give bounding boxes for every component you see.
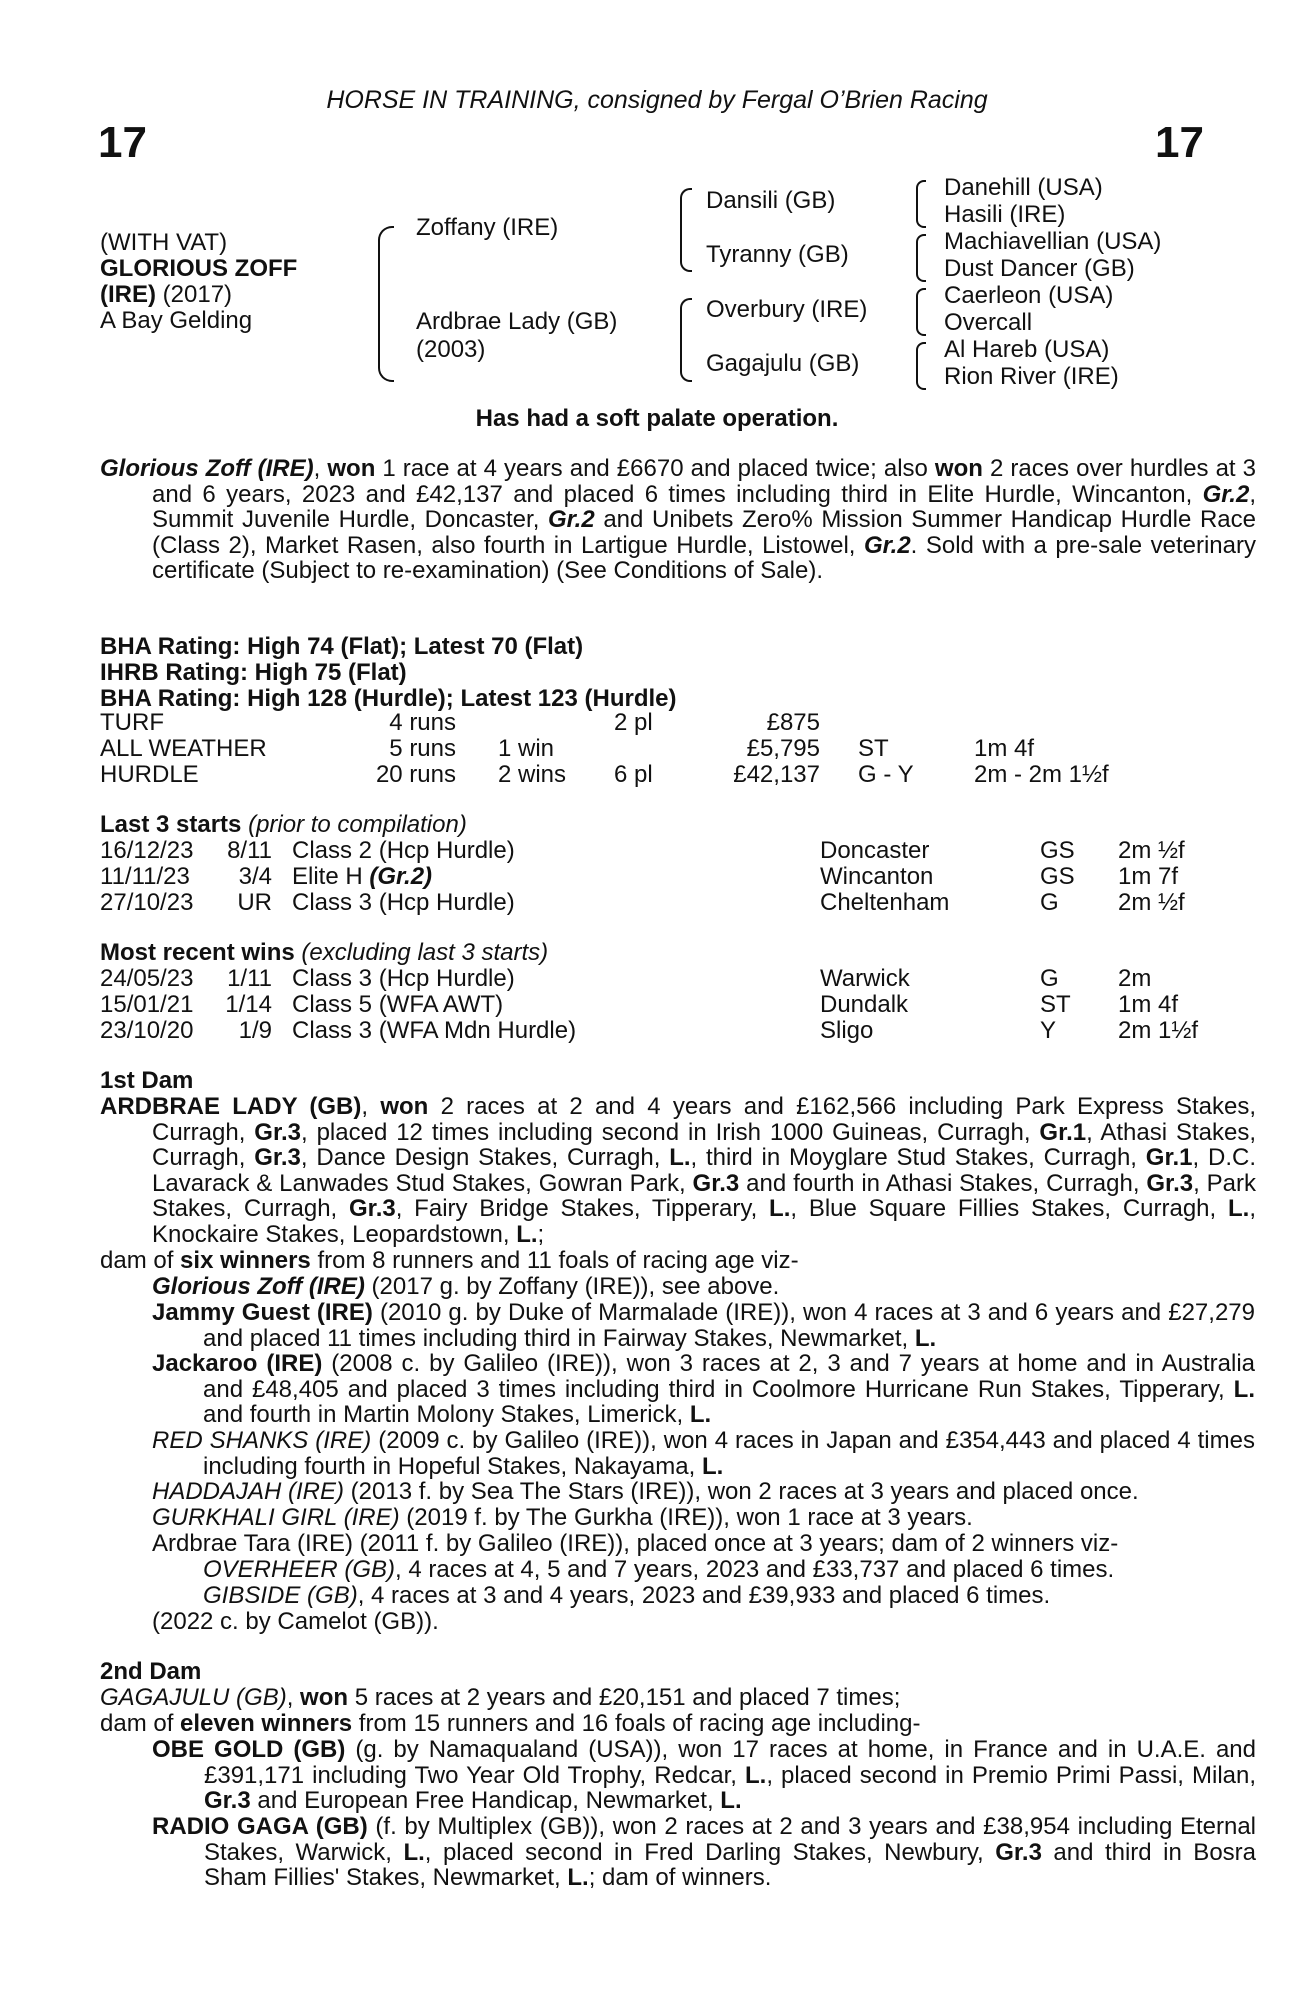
recent-race: Class 3 (Hcp Hurdle) [292, 965, 515, 992]
progeny-text: , placed second in Premio Primi Passi, Milan, [766, 1761, 1257, 1789]
record-distance: 1m 4f [974, 735, 1035, 762]
progeny-name: OBE GOLD (GB) [152, 1736, 346, 1763]
last3-race-grade: (Gr.2) [369, 863, 433, 890]
horse-suffix-year [100, 282, 232, 308]
progeny-text: (2009 c. by Galileo (IRE)), won 4 races in Japan and £354,443 and placed 4 times including fourth in Hopeful Stakes, Nakayama, [203, 1427, 1255, 1480]
dam1-grade: Gr.3 [692, 1169, 740, 1197]
progeny-2 [152, 1300, 1255, 1351]
summary-grade: Gr.2 [863, 531, 911, 559]
record-going: G - Y [858, 761, 914, 788]
progeny-text: and fourth in Martin Molony Stakes, Limerick, [203, 1401, 690, 1429]
summary-won: won [934, 455, 983, 482]
pedigree-brace-3c [916, 288, 926, 336]
record-prize: £42,137 [733, 761, 820, 788]
progeny-text: (g. by Namaqualand (USA)), won 17 races at home, in France and in U.A.E. and £391,171 including Two Year Old Trophy, Redcar, [204, 1736, 1256, 1789]
dam1-text: ; [537, 1220, 545, 1248]
pedigree-gen2-4: Gagajulu (GB) [706, 350, 860, 377]
progeny-grade: L. [1233, 1375, 1255, 1403]
record-wins: 1 win [498, 735, 555, 762]
recent-date: 24/05/23 [100, 965, 194, 992]
recent-position: 1/14 [225, 991, 272, 1018]
last3-course: Cheltenham [820, 889, 950, 916]
record-runs: 4 runs [389, 709, 456, 736]
dam1-grade: Gr.1 [1039, 1118, 1087, 1146]
pedigree-gen2-3: Overbury (IRE) [706, 296, 868, 323]
dam2-heading: 2nd Dam [100, 1658, 202, 1685]
summary-text: . Sold with a pre-sale veterinary certificate (Subject to re-examination) (See Conditions of Sale). [152, 531, 1256, 585]
record-prize: £875 [766, 709, 820, 736]
record-surface: HURDLE [100, 761, 199, 788]
progeny-grade: L. [914, 1324, 937, 1352]
dam2-progeny-1 [152, 1737, 1256, 1814]
pedigree-brace-2b [680, 298, 692, 382]
dam2-progeny-2 [152, 1814, 1256, 1891]
progeny-grade: L. [567, 1864, 589, 1892]
progeny-text: and European Free Handicap, Newmarket, [250, 1787, 721, 1815]
dam2-dam-of [100, 1711, 920, 1737]
dam1-heading: 1st Dam [100, 1067, 194, 1094]
progeny-text: , 4 races at 4, 5 and 7 years, 2023 and £33,737 and placed 6 times. [395, 1556, 1115, 1583]
dam1-text: , [361, 1093, 381, 1120]
last3-subtitle: (prior to compilation) [241, 811, 467, 838]
last3-going: GS [1040, 837, 1075, 864]
dam1-dam-of-text: dam of [100, 1247, 181, 1274]
lot-number-right: 17 [1155, 118, 1204, 167]
progeny-grade: Gr.3 [995, 1838, 1042, 1866]
progeny-grade: L. [744, 1761, 767, 1789]
summary-text: , Summit Juvenile Hurdle, Doncaster, [152, 480, 1256, 534]
dam1-text: , Dance Design Stakes, Curragh, [300, 1144, 670, 1172]
page-header: HORSE IN TRAINING, consigned by Fergal O’Brien Racing [326, 86, 988, 114]
progeny-7a [203, 1557, 1204, 1583]
pedigree-dam-year: (2003) [416, 336, 486, 363]
record-wins: 2 wins [498, 761, 567, 788]
pedigree-brace-3d [916, 342, 926, 390]
last3-race: Class 2 (Hcp Hurdle) [292, 837, 515, 864]
dam2-name: GAGAJULU (GB) [100, 1684, 287, 1711]
last3-position: 3/4 [238, 863, 272, 890]
progeny-text: (2017 g. by Zoffany (IRE)), see above. [364, 1273, 780, 1300]
recent-course: Dundalk [820, 991, 909, 1018]
record-prize: £5,795 [746, 735, 820, 762]
rating-line-2: IHRB Rating: High 75 (Flat) [100, 659, 407, 686]
dam2-won: won [300, 1684, 349, 1711]
last3-distance: 2m ½f [1118, 837, 1185, 864]
pedigree-gen3-4: Dust Dancer (GB) [944, 255, 1135, 282]
progeny-text: (2019 f. by The Gurkha (IRE)), won 1 race at 3 years. [399, 1504, 973, 1531]
dam1-text: 2 races at 2 and 4 years and £162,566 including Park Express Stakes, Curragh, [152, 1093, 1256, 1146]
pedigree-gen3-3: Machiavellian (USA) [944, 228, 1162, 255]
recent-position: 1/9 [238, 1017, 272, 1044]
pedigree-gen3-1: Danehill (USA) [944, 174, 1103, 201]
pedigree-gen3-6: Overcall [944, 309, 1033, 336]
rating-line-3: BHA Rating: High 128 (Hurdle); Latest 123 (Hurdle) [100, 685, 677, 712]
last3-date: 16/12/23 [100, 837, 194, 864]
progeny-grade: L. [701, 1452, 724, 1480]
pedigree-brace-1 [378, 226, 394, 382]
progeny-1 [152, 1274, 1204, 1300]
progeny-name: RADIO GAGA (GB) [152, 1813, 368, 1840]
summary-horse-name: Glorious Zoff (IRE) [100, 455, 314, 482]
progeny-5 [152, 1479, 1204, 1505]
last3-distance: 2m ½f [1118, 889, 1185, 916]
last3-position: 8/11 [227, 837, 272, 864]
progeny-grade: L. [689, 1401, 712, 1429]
recent-going: G [1040, 965, 1059, 992]
recent-race: Class 3 (WFA Mdn Hurdle) [292, 1017, 577, 1044]
recent-date: 23/10/20 [100, 1017, 194, 1044]
dam1-text: , third in Moyglare Stud Stakes, Curragh, [690, 1144, 1146, 1172]
summary-won: won [327, 455, 376, 482]
dam1-grade: L. [769, 1195, 791, 1223]
pedigree-gen3-7: Al Hareb (USA) [944, 336, 1110, 363]
progeny-8: (2022 c. by Camelot (GB)). [152, 1608, 439, 1635]
dam1-text: , Athasi Stakes, Curragh, [152, 1118, 1257, 1172]
pedigree-brace-3b [916, 234, 926, 282]
dam2-dam-of-text: from 15 runners and 16 foals of racing age including- [352, 1710, 921, 1737]
dam1-text: , placed 12 times including second in Irish 1000 Guineas, Curragh, [301, 1118, 1040, 1146]
recent-title: Most recent wins [100, 939, 295, 966]
progeny-7b [203, 1583, 1204, 1609]
rating-line-1: BHA Rating: High 74 (Flat); Latest 70 (Flat) [100, 633, 584, 660]
dam1-text: , Blue Square Fillies Stakes, Curragh, [790, 1195, 1228, 1223]
dam1-grade: Gr.3 [254, 1118, 301, 1146]
last3-race-name: Elite H [292, 863, 370, 890]
progeny-text: (2013 f. by Sea The Stars (IRE)), won 2 races at 3 years and placed once. [344, 1478, 1139, 1505]
last3-course: Wincanton [820, 863, 934, 890]
pedigree-gen3-2: Hasili (IRE) [944, 201, 1066, 228]
recent-going: Y [1040, 1017, 1057, 1044]
soft-palate-note: Has had a soft palate operation. [475, 405, 839, 432]
progeny-grade: L. [720, 1787, 742, 1815]
progeny-name: GIBSIDE (GB) [203, 1582, 358, 1609]
progeny-name: Jammy Guest (IRE) [152, 1299, 373, 1326]
recent-distance: 2m [1118, 965, 1152, 992]
progeny-grade: Gr.3 [204, 1787, 251, 1815]
dam2-text: , [286, 1684, 301, 1711]
progeny-text: (2010 g. by Duke of Marmalade (IRE)), won 4 races at 3 and 6 years and £27,279 and placed 11 times including third in Fairway Stakes, Newmarket, [203, 1299, 1255, 1352]
progeny-text: , placed second in Fred Darling Stakes, Newbury, [424, 1838, 996, 1866]
horse-summary [100, 456, 1256, 584]
record-runs: 5 runs [389, 735, 456, 762]
recent-date: 15/01/21 [100, 991, 194, 1018]
last3-race [292, 864, 432, 890]
pedigree-gen3-5: Caerleon (USA) [944, 282, 1114, 309]
progeny-7: Ardbrae Tara (IRE) (2011 f. by Galileo (IRE)), placed once at 3 years; dam of 2 winners viz- [152, 1530, 1119, 1557]
progeny-name: Glorious Zoff (IRE) [152, 1273, 365, 1300]
dam2-line [100, 1685, 900, 1711]
last3-race: Class 3 (Hcp Hurdle) [292, 889, 515, 916]
recent-course: Warwick [820, 965, 910, 992]
record-distance: 2m - 2m 1½f [974, 761, 1109, 788]
recent-subtitle: (excluding last 3 starts) [294, 939, 549, 966]
dam1-dam-of-text: from 8 runners and 11 foals of racing age viz- [310, 1247, 799, 1274]
dam1-text: and fourth in Athasi Stakes, Curragh, [739, 1169, 1147, 1197]
vat-label: (WITH VAT) [100, 229, 228, 256]
progeny-name: GURKHALI GIRL (IRE) [152, 1504, 400, 1531]
pedigree-sire: Zoffany (IRE) [416, 214, 559, 241]
dam1-grade: Gr.3 [349, 1195, 396, 1223]
dam1-dam-of [100, 1248, 799, 1274]
progeny-name: Jackaroo (IRE) [152, 1350, 323, 1377]
recent-position: 1/11 [227, 965, 272, 992]
horse-description: A Bay Gelding [100, 307, 253, 334]
progeny-name: HADDAJAH (IRE) [152, 1478, 345, 1505]
recent-course: Sligo [820, 1017, 874, 1044]
dam1-paragraph [100, 1094, 1256, 1248]
summary-text: 1 race at 4 years and £6670 and placed twice; also [375, 455, 935, 482]
dam1-grade: Gr.1 [1145, 1144, 1193, 1172]
pedigree-dam: Ardbrae Lady (GB) [416, 308, 618, 335]
summary-text: , [313, 455, 328, 482]
record-placed: 6 pl [614, 761, 653, 788]
dam1-name: ARDBRAE LADY (GB) [100, 1093, 362, 1120]
recent-distance: 2m 1½f [1118, 1017, 1199, 1044]
progeny-3 [152, 1351, 1255, 1428]
progeny-4 [152, 1428, 1255, 1479]
recent-heading [100, 940, 548, 966]
horse-suffix: (IRE) [100, 281, 156, 308]
dam1-grade: L. [1228, 1195, 1250, 1223]
record-going: ST [858, 735, 889, 762]
horse-name: GLORIOUS ZOFF [100, 255, 298, 282]
record-runs: 20 runs [375, 761, 456, 788]
dam1-text: , Knockaire Stakes, Leopardstown, [152, 1195, 1256, 1248]
pedigree-brace-3a [916, 180, 926, 228]
recent-race: Class 5 (WFA AWT) [292, 991, 504, 1018]
last3-distance: 1m 7f [1118, 863, 1179, 890]
dam1-text: , Fairy Bridge Stakes, Tipperary, [395, 1195, 770, 1223]
progeny-text: , 4 races at 3 and 4 years, 2023 and £39,933 and placed 6 times. [357, 1582, 1051, 1609]
progeny-text: (f. by Multiplex (GB)), won 2 races at 2 and 3 years and £38,954 including Eternal Stakes, Warwick, [204, 1813, 1257, 1866]
progeny-text: and third in Bosra Sham Fillies' Stakes, Newmarket, [204, 1838, 1257, 1892]
dam1-text: , D.C. Lavarack & Lanwades Stud Stakes, Gowran Park, [152, 1144, 1256, 1197]
progeny-text: ; dam of winners. [588, 1864, 772, 1892]
summary-grade: Gr.2 [548, 506, 595, 534]
dam1-winners-count: six winners [180, 1247, 311, 1274]
last3-course: Doncaster [820, 837, 930, 864]
last3-position: UR [237, 889, 272, 916]
dam1-text: , Park Stakes, Curragh, [152, 1169, 1257, 1223]
progeny-6 [152, 1505, 1204, 1531]
record-surface: TURF [100, 709, 164, 736]
dam2-text: 5 races at 2 years and £20,151 and placed 7 times; [348, 1684, 901, 1711]
last3-heading [100, 812, 467, 838]
progeny-grade: L. [403, 1838, 425, 1866]
record-surface: ALL WEATHER [100, 735, 267, 762]
last3-date: 11/11/23 [100, 863, 190, 890]
dam1-grade: L. [669, 1144, 691, 1172]
pedigree-brace-2a [680, 188, 692, 272]
dam1-grade: Gr.3 [254, 1144, 301, 1172]
pedigree-gen3-8: Rion River (IRE) [944, 363, 1119, 390]
pedigree-gen2-1: Dansili (GB) [706, 187, 836, 214]
dam2-winners-count: eleven winners [180, 1710, 353, 1737]
summary-text: 2 races over hurdles at 3 and 6 years, 2023 and £42,137 and placed 6 times including third in Elite Hurdle, Wincanton, [152, 455, 1256, 508]
lot-number-left: 17 [98, 118, 147, 167]
last3-date: 27/10/23 [100, 889, 194, 916]
pedigree-gen2-2: Tyranny (GB) [706, 241, 849, 268]
progeny-text: (2008 c. by Galileo (IRE)), won 3 races at 2, 3 and 7 years at home and in Australia and £48,405 and placed 3 times including third in Coolmore Hurricane Run Stakes, Tipperary, [203, 1350, 1256, 1403]
summary-text: and Unibets Zero% Mission Summer Handicap Hurdle Race (Class 2), Market Rasen, also fourth in Lartigue Hurdle, Listowel, [152, 506, 1256, 559]
summary-grade: Gr.2 [1202, 480, 1250, 508]
dam1-grade: L. [516, 1220, 538, 1248]
recent-distance: 1m 4f [1118, 991, 1179, 1018]
record-placed: 2 pl [614, 709, 653, 736]
last3-going: GS [1040, 863, 1075, 890]
dam1-won: won [380, 1093, 429, 1120]
dam2-dam-of-text: dam of [100, 1710, 181, 1737]
horse-year: (2017) [156, 281, 233, 308]
progeny-name: RED SHANKS (IRE) [152, 1427, 372, 1454]
recent-going: ST [1040, 991, 1071, 1018]
dam1-grade: Gr.3 [1146, 1169, 1194, 1197]
progeny-name: OVERHEER (GB) [203, 1556, 396, 1583]
last3-going: G [1040, 889, 1059, 916]
last3-title: Last 3 starts [100, 811, 242, 838]
